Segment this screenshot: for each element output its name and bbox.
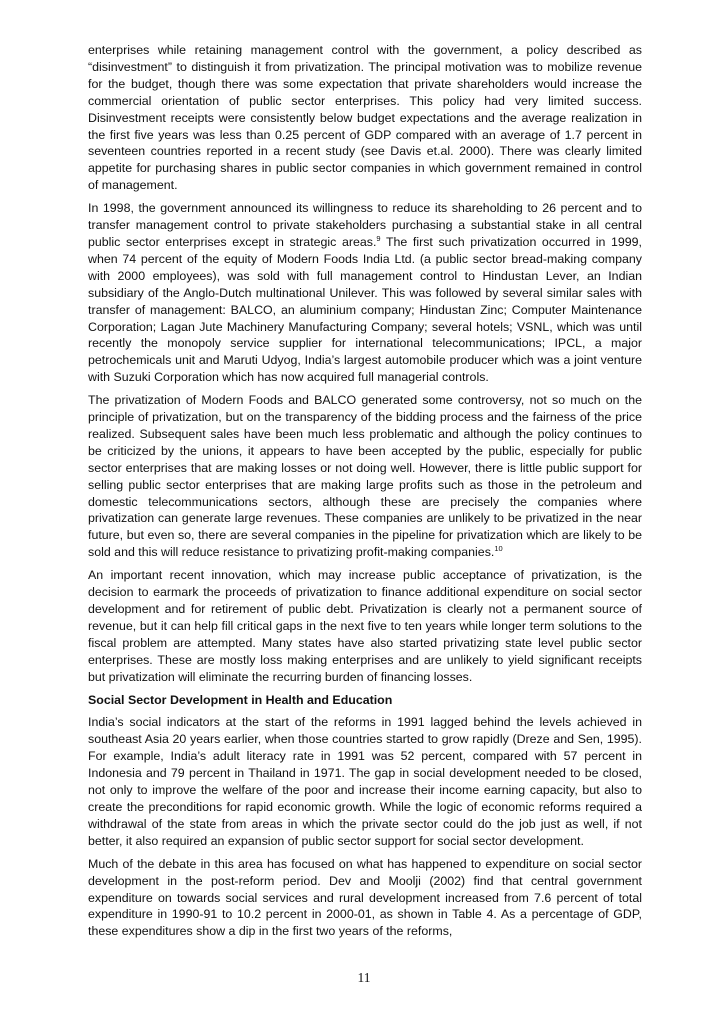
footnote-marker-10: 10 xyxy=(494,544,503,554)
page-body xyxy=(88,42,642,946)
paragraph-social-indicators: India’s social indicators at the start of the reforms in 1991 lagged behind the levels achieved in southeast Asia 20 years earlier, when those countries started to grow rapidly (Dreze and Sen, 1995). For example, India’s adult literacy rate in 1991 was 52 percent, compared with 57 percent in Indonesia and 79 percent in Thailand in 1971. The gap in social development needed to be closed, not only to improve the welfare of the poor and increase their income earning capacity, but also to create the preconditions for rapid economic growth. While the logic of economic reforms required a withdrawal of the state from areas in which the private sector could do the job just as well, if not better, it also required an expansion of public sector support for social sector development. xyxy=(88,715,642,848)
paragraph-earmark-proceeds: An important recent innovation, which may increase public acceptance of privatization, is the decision to earmark the proceeds of privatization to finance additional expenditure on social sector development and for retirement of public debt. Privatization is clearly not a permanent source of revenue, but it can help fill critical gaps in the next five to ten years while longer term solutions to the fiscal problem are attempted. Many states have also started privatizing state level public sector enterprises. These are mostly loss making enterprises and are unlikely to yield significant receipts but privatization will eliminate the recurring burden of financing losses. xyxy=(88,568,642,684)
paragraph-privatization-controversy xyxy=(88,392,642,561)
paragraph-text: The first such privatization occurred in 1999, when 74 percent of the equity of Modern Foods India Ltd. (a public sector bread-making company with 2000 employees), was sold with full management control to Hindustan Lever, an Indian subsidiary of the Anglo-Dutch multinational Unilever. This was followed by several similar sales with transfer of management: BALCO, an aluminium company; Hindustan Zinc; Computer Maintenance Corporation; Lagan Jute Machinery Manufacturing Company; several hotels; VSNL, which was until recently the monopoly service supplier for international telecommunications; IPCL, a major petrochemicals unit and Maruti Udyog, India’s largest automobile producer which was a joint venture with Suzuki Corporation which has now acquired full managerial controls. xyxy=(88,234,642,385)
paragraph-disinvestment: enterprises while retaining management control with the government, a policy described as “disinvestment” to distinguish it from privatization. The principal motivation was to mobilize revenue for the budget, though there was some expectation that private shareholders would increase the commercial orientation of public sector enterprises. This policy had very limited success. Disinvestment receipts were consistently below budget expectations and the average realization in the first five years was less than 0.25 percent of GDP compared with an average of 1.7 percent in seventeen countries reported in a recent study (see Davis et.al. 2000). There was clearly limited appetite for purchasing shares in public sector companies in which government remained in control of management. xyxy=(88,43,642,193)
paragraph-text: In 1998, the government announced its willingness to reduce its shareholding to 26 percent and to transfer management control to private stakeholders purchasing a substantial stake in all central public sector enterprises except in strategic areas. xyxy=(88,201,642,249)
paragraph-social-expenditure: Much of the debate in this area has focused on what has happened to expenditure on social sector development in the post-reform period. Dev and Moolji (2002) find that central government expenditure on towards social services and rural development increased from 7.6 percent of total expenditure in 1990-91 to 10.2 percent in 2000-01, as shown in Table 4. As a percentage of GDP, these expenditures show a dip in the first two years of the reforms, xyxy=(88,856,642,939)
paragraph-text: The privatization of Modern Foods and BALCO generated some controversy, not so much on the principle of privatization, but on the transparency of the bidding process and the fairness of the price realized. Subsequent sales have been much less problematic and although the policy continues to be criticized by the unions, it appears to have been accepted by the public, especially for public sector enterprises that are making losses or not doing well. However, there is little public support for selling public sector enterprises that are making large profits such as those in the petroleum and domestic telecommunications sectors, although these are precisely the companies where privatization can generate large revenues. These companies are unlikely to be privatized in the near future, but even so, there are several companies in the pipeline for privatization which are likely to be sold and this will reduce resistance to privatizing profit-making companies. xyxy=(88,393,642,560)
footnote-marker-9: 9 xyxy=(376,233,381,243)
page-number: 11 xyxy=(357,970,371,985)
section-heading: Social Sector Development in Health and Education xyxy=(88,692,393,707)
paragraph-privatization-1998 xyxy=(88,200,642,386)
